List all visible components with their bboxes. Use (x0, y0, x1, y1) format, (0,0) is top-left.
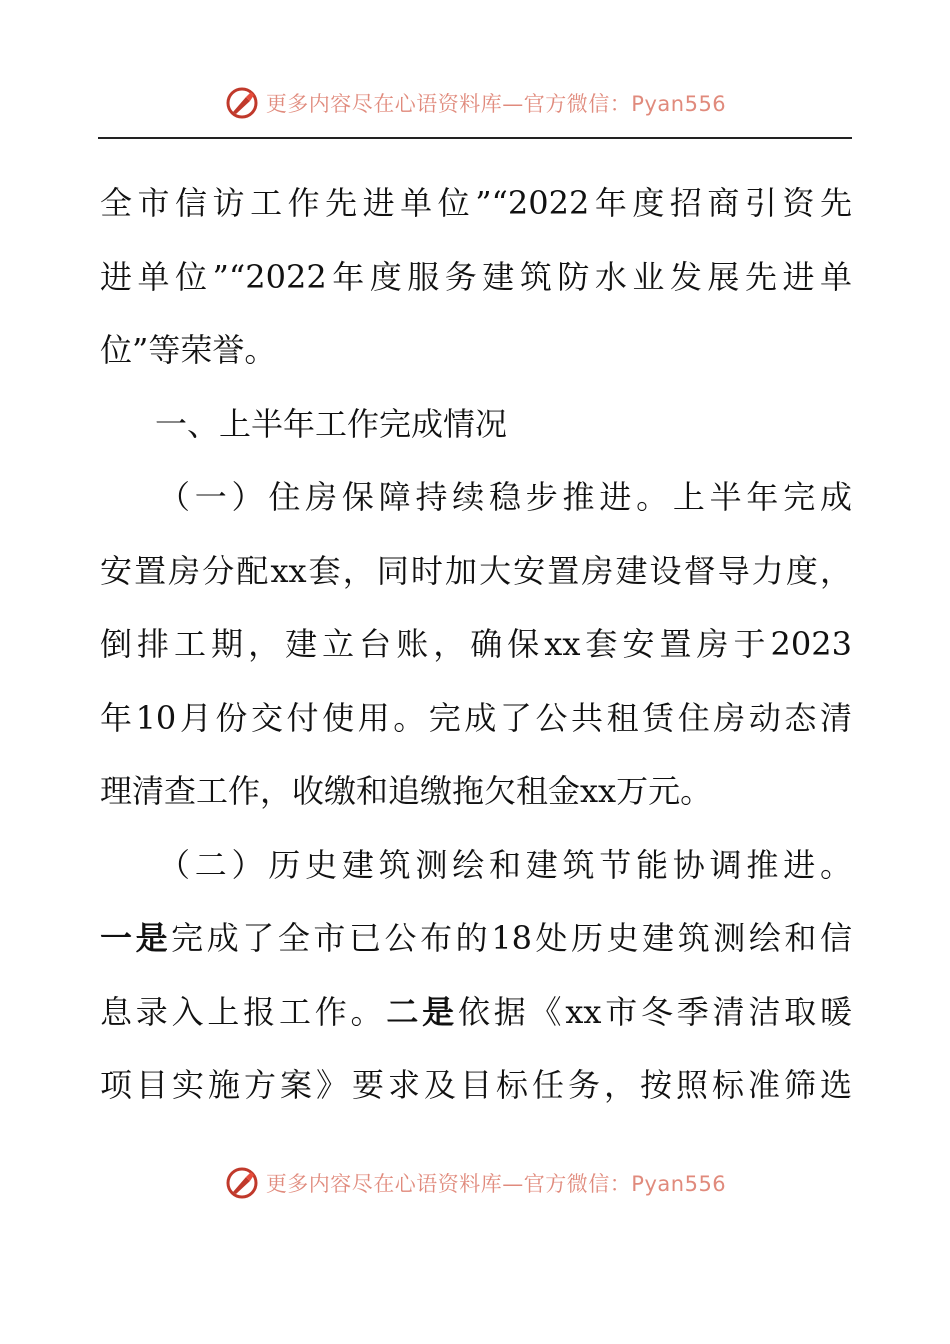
header-divider (98, 137, 852, 139)
body-line-12 (100, 976, 852, 1050)
body-line-2: 进单位”“2022年度服务建筑防水业发展先进单 (100, 257, 852, 296)
bold-marker-second: 二是 (386, 992, 458, 1031)
body-line-3: 位”等荣誉。 (100, 331, 277, 369)
footer-banner (0, 1158, 950, 1208)
body-line-13: 项目实施方案》要求及目标任务，按照标准筛选 (100, 1066, 852, 1104)
body-line-8: 年10月份交付使用。完成了公共租赁住房动态清 (100, 698, 852, 737)
header-banner (0, 78, 950, 128)
bold-marker-first: 一是 (100, 919, 172, 957)
body-line-1: 全市信访工作先进单位”“2022年度招商引资先 (100, 184, 852, 222)
body-line-11 (100, 902, 852, 976)
document-body (100, 167, 852, 1123)
section-heading: 一、上半年工作完成情况 (155, 404, 508, 443)
header-banner-text: 更多内容尽在心语资料库—官方微信：Pyan556 (265, 92, 727, 116)
body-line-7: 倒排工期，建立台账，确保xx套安置房于2023 (100, 625, 852, 663)
body-line-9: 理清查工作，收缴和追缴拖欠租金xx万元。 (100, 772, 713, 810)
body-line-11-text: 完成了全市已公布的18处历史建筑测绘和信 (171, 919, 852, 957)
subsection-heading: （二）历史建筑测绘和建筑节能协调推进。 (158, 845, 852, 884)
body-line-12-before: 息录入上报工作。 (100, 992, 387, 1031)
body-line-12-after: 依据《xx市冬季清洁取暖 (457, 992, 852, 1031)
pen-nib-circle-icon (224, 85, 260, 121)
footer-banner-text: 更多内容尽在心语资料库—官方微信：Pyan556 (265, 1172, 727, 1196)
body-line-5: （一）住房保障持续稳步推进。上半年完成 (158, 478, 852, 516)
body-line-6: 安置房分配xx套，同时加大安置房建设督导力度， (100, 551, 852, 590)
pen-nib-circle-icon (224, 1165, 260, 1201)
